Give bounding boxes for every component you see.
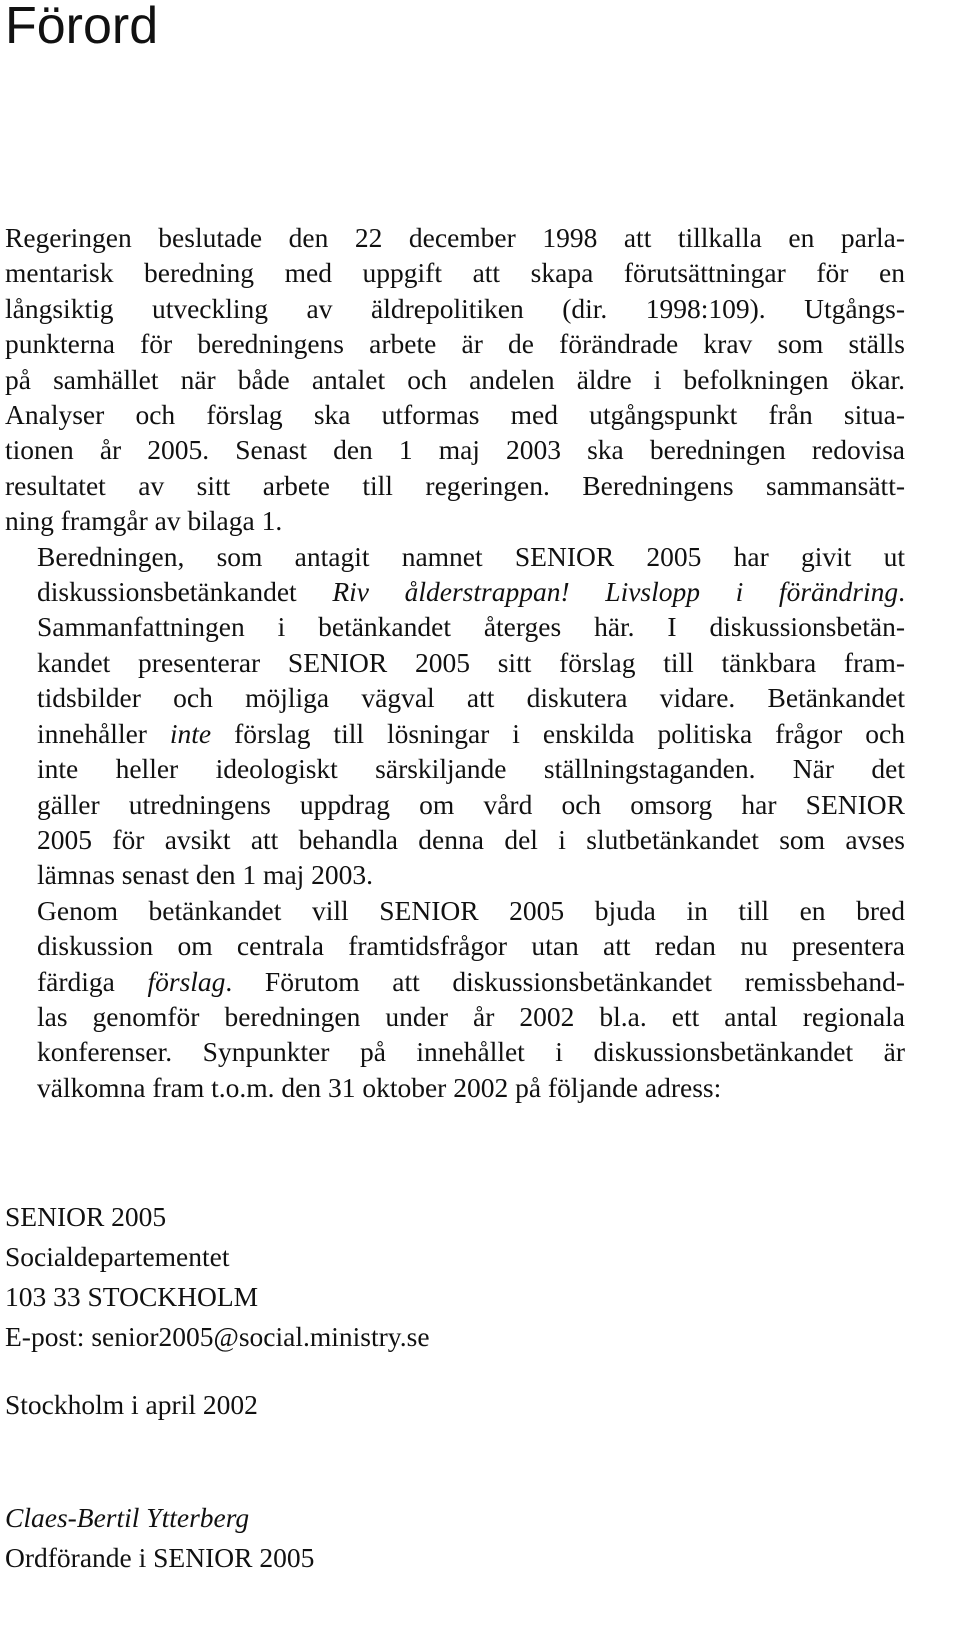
address-org: SENIOR 2005 [5, 1201, 167, 1232]
text-line: konferenser. Synpunkter på innehållet i diskussionsbetänkandet är [37, 1036, 905, 1068]
text-line: 2005 för avsikt att behandla denna del i slutbetänkandet som avses [37, 823, 905, 855]
page-title: Förord [5, 0, 159, 55]
text-line [5, 574, 905, 609]
text-line [5, 716, 905, 751]
place-date: Stockholm i april 2002 [5, 1389, 258, 1420]
address-block [5, 1197, 430, 1357]
text-run: förslag till lösningar i enskilda politiska frågor och [211, 717, 905, 749]
text-line: inte heller ideologiskt särskiljande ställningstaganden. När det [37, 753, 905, 785]
signature-block [5, 1498, 314, 1578]
text-line: kandet presenterar SENIOR 2005 sitt förslag till tänkbara fram- [37, 646, 905, 678]
address-dept: Socialdepartementet [5, 1241, 230, 1272]
report-title: Riv ålderstrappan! Livslopp i förändring [332, 576, 899, 608]
text-line: lämnas senast den 1 maj 2003. [37, 859, 374, 891]
signature-role: Ordförande i SENIOR 2005 [5, 1542, 315, 1573]
text-line: las genomför beredningen under år 2002 bl.a. ett antal regionala [37, 1000, 905, 1032]
paragraph-1 [5, 220, 905, 539]
text-line: gäller utredningens uppdrag om vård och omsorg har SENIOR [37, 788, 905, 820]
text-line [5, 964, 905, 999]
signature-name [5, 1498, 314, 1538]
signature-name-text: Claes-Bertil Ytterberg [5, 1502, 250, 1533]
text-run: innehåller [37, 717, 170, 749]
address-city: 103 33 STOCKHOLM [5, 1281, 259, 1312]
text-line: tidsbilder och möjliga vägval att diskutera vidare. Betänkandet [37, 682, 905, 714]
address-email: E-post: senior2005@social.ministry.se [5, 1321, 430, 1352]
text-line: Genom betänkandet vill SENIOR 2005 bjuda in till en bred [37, 894, 905, 926]
text-line: Regeringen beslutade den 22 december 1998 att tillkalla en parla- [5, 222, 905, 253]
text-line: Analyser och förslag ska utformas med utgångspunkt från situa- [5, 399, 905, 431]
text-line: långsiktig utveckling av äldrepolitiken (dir. 1998:109). Utgångs- [5, 292, 905, 324]
paragraph-3 [5, 893, 905, 1105]
text-run: . Förutom att diskussionsbetänkandet remissbehand- [225, 965, 906, 997]
body-text [5, 220, 905, 1105]
text-line: välkomna fram t.o.m. den 31 oktober 2002 på följande adress: [37, 1071, 722, 1103]
emphasis: inte [169, 717, 212, 749]
text-run: diskussionsbetänkandet [37, 576, 333, 608]
text-line: ning framgår av bilaga 1. [5, 505, 283, 537]
text-line: diskussion om centrala framtidsfrågor utan att redan nu presentera [37, 930, 905, 962]
text-line: Beredningen, som antagit namnet SENIOR 2005 har givit ut [37, 540, 905, 572]
text-line: mentarisk beredning med uppgift att skapa förutsättningar för en [5, 257, 905, 289]
text-line: punkterna för beredningens arbete är de förändrade krav som ställs [5, 328, 905, 360]
text-line: Sammanfattningen i betänkandet återges här. I diskussionsbetän- [37, 611, 905, 643]
text-run: färdiga [37, 965, 148, 997]
text-line: på samhället när både antalet och andelen äldre i befolkningen ökar. [5, 363, 905, 395]
text-run: . [898, 576, 905, 608]
text-line: tionen år 2005. Senast den 1 maj 2003 ska beredningen redovisa [5, 434, 905, 466]
emphasis: förslag [147, 965, 226, 997]
paragraph-2 [5, 539, 905, 893]
text-line: resultatet av sitt arbete till regeringen. Beredningens sammansätt- [5, 469, 905, 501]
